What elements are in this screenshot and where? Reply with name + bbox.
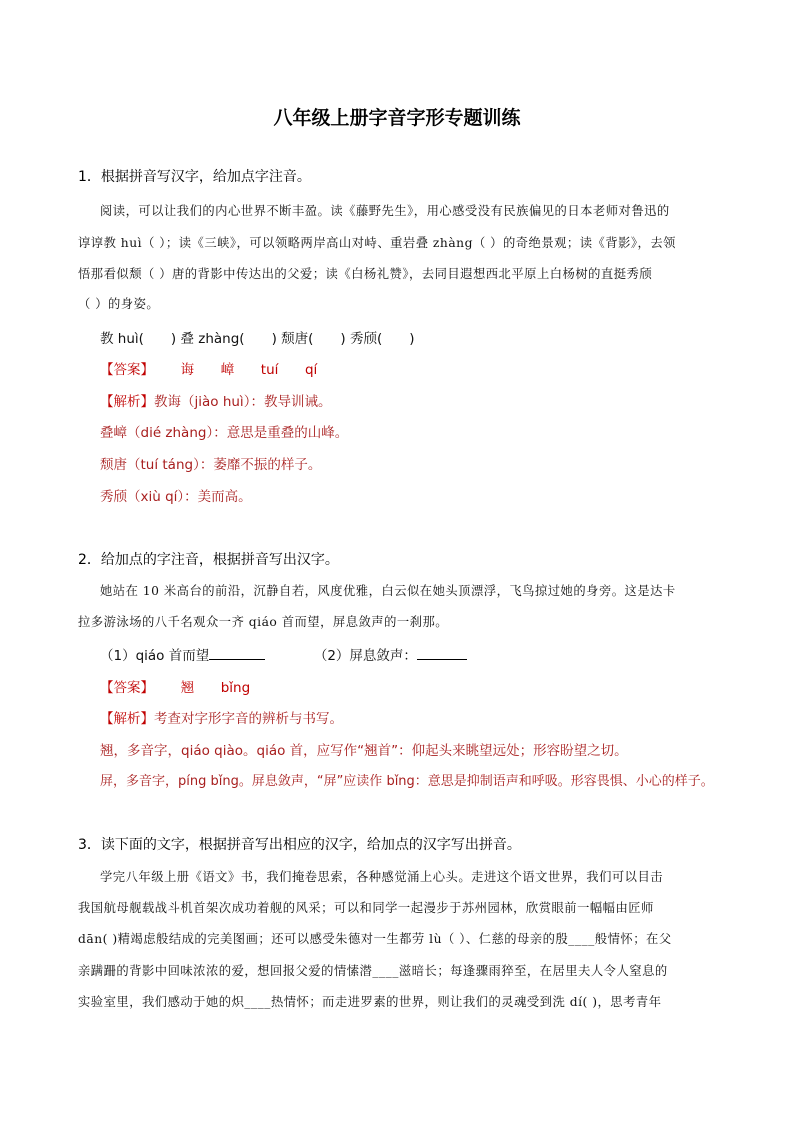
q3-passage-line: 亲蹒跚的背影中回味浓浓的爱，想回报父爱的情愫潜____滋暗长；每逢骤雨猝至，在居里夫人令人窒息的	[78, 964, 668, 978]
q3-passage-line: 我国航母舰载战斗机首架次成功着舰的风采；可以和同学一起漫步于苏州园林，欣赏眼前一幅幅由匠师	[78, 901, 654, 915]
analysis-text: 屏，多音字，píng bǐng。屏息敛声，“屏”应读作 bǐng：意思是抑制语声和呼吸。形容畏惧、小心的样子。	[100, 774, 714, 789]
answer-item: tuí	[260, 362, 279, 378]
answer-item: bǐng	[220, 680, 251, 696]
q1-passage-line: （ ）的身姿。	[78, 297, 160, 311]
q1-analysis	[100, 390, 331, 410]
page-title: 八年级上册字音字形专题训练	[273, 107, 521, 129]
fill-prompt: （2）屏息敛声：	[313, 648, 417, 664]
q1-heading: 1．根据拼音写汉字，给加点字注音。	[78, 169, 311, 185]
answer-item: 嶂	[220, 362, 235, 378]
analysis-label: 【解析】	[100, 711, 154, 727]
analysis-text: 教诲（jiào huì）：教导训诫。	[154, 394, 332, 410]
analysis-label: 【解析】	[100, 394, 154, 410]
q1-fill-blanks: 教 huì( ) 叠 zhàng( ) 颓唐( ) 秀颀( )	[100, 331, 415, 347]
q2-analysis	[100, 707, 343, 727]
answer-item: 诲	[180, 362, 195, 378]
q2-fill-blanks	[100, 644, 467, 664]
q3-heading: 3．读下面的文字，根据拼音写出相应的汉字，给加点的汉字写出拼音。	[78, 837, 521, 853]
q3-passage-line: 学完八年级上册《语文》书，我们掩卷思索，各种感觉涌上心头。走进这个语文世界，我们可以目击	[100, 870, 664, 884]
q3-passage-line: 实验室里，我们感动于她的炽____热情怀；而走进罗素的世界，则让我们的灵魂受到洗 dí( )，思考青年	[78, 995, 662, 1009]
q3-passage-line: dān( )精竭虑般结成的完美图画；还可以感受朱德对一生都劳 lù（ ）、仁慈的母亲的殷____般情怀；在父	[78, 932, 672, 946]
q1-passage-line: 悟那看似颓（ ）唐的背影中传达出的父爱；读《白杨礼赞》，去同目遐想西北平原上白杨树的直挺秀颀	[78, 267, 653, 281]
answer-blank	[417, 645, 467, 660]
analysis-text: 考查对字形字音的辨析与书写。	[154, 711, 343, 727]
q2-passage-line: 拉多游泳场的八千名观众一齐 qiáo 首而望，屏息敛声的一刹那。	[78, 615, 449, 629]
answer-label: 【答案】	[100, 680, 154, 696]
q2-passage-line: 她站在 10 米高台的前沿，沉静自若，风度优雅，白云似在她头顶漂浮，飞鸟掠过她的身旁。这是达卡	[100, 584, 676, 598]
answer-item: 翘	[180, 680, 195, 696]
q2-heading: 2．给加点的字注音，根据拼音写出汉字。	[78, 552, 339, 568]
answer-item: qí	[304, 362, 318, 378]
q2-answer	[100, 676, 250, 696]
analysis-text: 翘，多音字，qiáo qiào。qiáo 首，应写作“翘首”：仰起头来眺望远处；形容盼望之切。	[100, 743, 628, 759]
q1-answer	[100, 358, 317, 378]
analysis-text: 秀颀（xiù qí）：美而高。	[100, 489, 252, 505]
q1-passage-line: 谆谆教 huì（ ）；读《三峡》，可以领略两岸高山对峙、重岩叠 zhàng（ ）的奇绝景观；读《背影》，去领	[78, 236, 676, 250]
analysis-text: 颓唐（tuí táng）：萎靡不振的样子。	[100, 457, 322, 473]
answer-blank	[209, 645, 265, 660]
fill-prompt: （1）qiáo 首而望	[100, 648, 210, 664]
analysis-text: 叠嶂（dié zhàng）：意思是重叠的山峰。	[100, 425, 349, 441]
answer-label: 【答案】	[100, 362, 154, 378]
q1-passage-line: 阅读，可以让我们的内心世界不断丰盈。读《藤野先生》，用心感受没有民族偏见的日本老师对鲁迅的	[100, 204, 670, 218]
